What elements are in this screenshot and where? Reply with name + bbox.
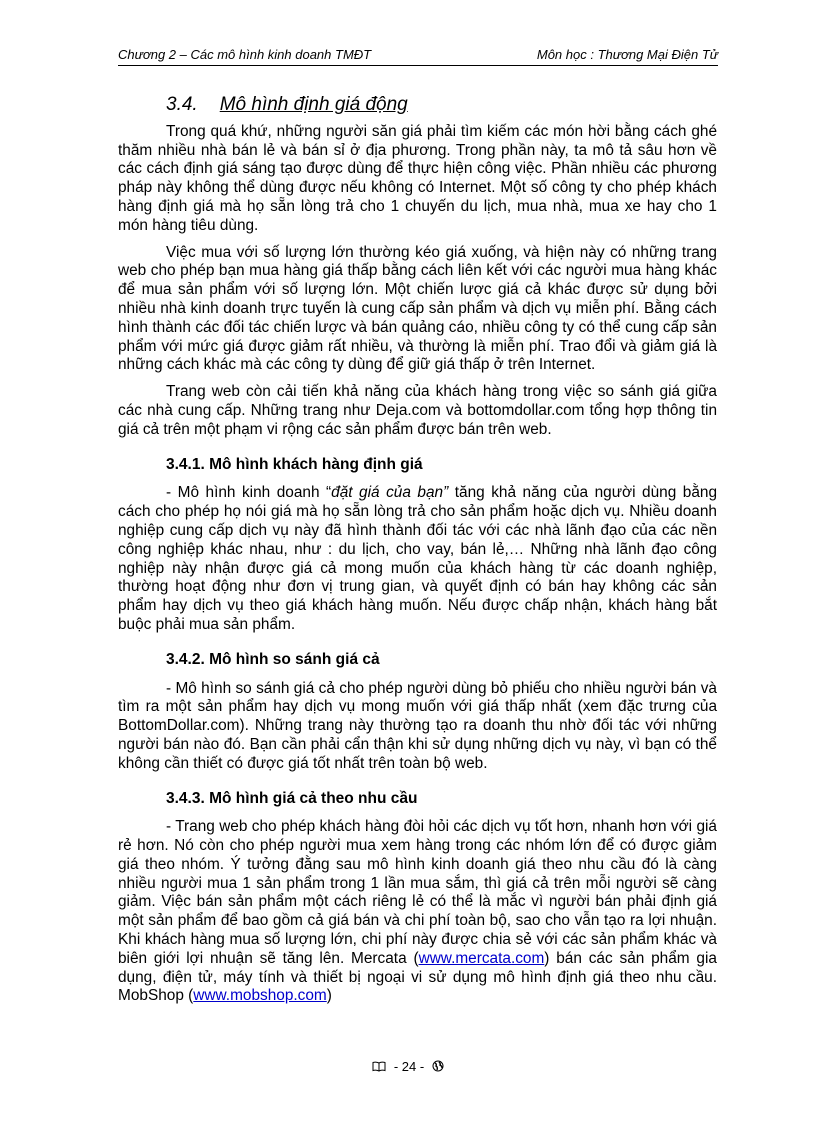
section-title: Mô hình định giá động [219,94,408,115]
subsection-1-paragraph [118,484,717,634]
page-number: - 24 - [393,1059,425,1074]
page-content [118,90,717,1014]
paragraph-1: Trong quá khứ, những người săn giá phải tìm kiếm các món hời bằng cách ghé thăm nhiều nhà bán lẻ và bán sỉ ở địa phương. Trong phần này, ta mô tả sâu hơn về các cách định giá sáng tạo được dùng để thực hiện công việc. Phần nhiều các phương pháp này không thể dùng được nếu không có Internet. Một số công ty cho phép khách hàng định giá mà họ sẵn lòng trả cho 1 chuyến du lịch, mua nhà, mua xe hay cho 1 món hàng tiêu dùng. [118,122,717,234]
subsection-heading-3: 3.4.3. Mô hình giá cả theo nhu cầu [166,789,418,807]
mercata-link[interactable]: www.mercata.com [418,949,545,967]
subsection-3-paragraph [118,818,717,1006]
section-number: 3.4. [166,94,198,115]
sub3-text-a: - Trang web cho phép khách hàng đòi hỏi các dịch vụ tốt hơn, nhanh hơn với giá rẻ hơn. Nó còn cho phép người mua xem hàng trong các nhóm lớn để có được giảm giá theo nhóm. Ý tưởng đằng sau mô hình kinh doanh giá theo nhu cầu đó là càng nhiều người mua 1 sản phẩm trong 1 lần mua sắm, thì giá cả trên mỗi người sẽ càng giảm. Việc bán sản phẩm một cách riêng lẻ có thể là mắc vì người bán phải định giá một sản phẩm để bao gồm cả giá bán và chi phí toàn bộ, sao cho vẫn tạo ra lợi nhuận. Khi khách hàng mua số lượng lớn, chi phí này được chia sẻ với các sản phẩm khác và biên giới lợi nhuận sẽ tăng lên. Mercata ( [118,818,717,967]
paragraph-3: Trang web còn cải tiến khả năng của khách hàng trong việc so sánh giá giữa các nhà cung cấp. Những trang như Deja.com và bottomdollar.com tổng hợp thông tin giá cả trên một phạm vi rộng các sản phẩm được bán trên web. [118,383,717,438]
subsection-heading-2: 3.4.2. Mô hình so sánh giá cả [166,650,380,668]
mobshop-link[interactable]: www.mobshop.com [193,987,327,1005]
subsection-2-paragraph: - Mô hình so sánh giá cả cho phép người dùng bỏ phiếu cho nhiều người bán và tìm ra một sản phẩm hay dịch vụ mong muốn với giá thấp nhất (xem đặc trưng của BottomDollar.com). Những trang này thường tạo ra doanh thu nhờ đối tác với những người bán nào đó. Bạn cần phải cẩn thận khi sử dụng những dịch vụ này, vì bạn có thể không cần thiết có được giá tốt nhất trên toàn bộ web. [118,679,717,772]
header-chapter: Chương 2 – Các mô hình kinh doanh TMĐT [118,47,372,62]
section-heading [166,96,717,115]
sub1-text-pre: - Mô hình kinh doanh “ [166,484,332,502]
page-header [118,45,718,66]
sub3-text-c: ) [326,987,332,1005]
paragraph-2: Việc mua với số lượng lớn thường kéo giá xuống, và hiện này có những trang web cho phép bạn mua hàng giá thấp bằng cách liên kết với các người mua hàng khác để mua sản phẩm với số lượng lớn. Một chiến lược giá cả khác được sử dụng bởi nhiều nhà kinh doanh trực tuyến là cung cấp sản phẩm và dịch vụ miễn phí. Bằng cách hình thành các đối tác chiến lược và bán quảng cáo, nhiều công ty có thể cung cấp sản phẩm với mức giá được giảm rất nhiều, và thường là miễn phí. Trao đổi và giảm giá là những cách khác mà các công ty dùng để giữ giá thấp ở trên Internet. [118,243,717,374]
globe-icon [432,1060,444,1075]
book-icon [372,1060,386,1075]
sub1-emphasis: đặt giá của bạn” [331,484,449,502]
sub1-text-post: tăng khả năng của người dùng bằng cách cho phép họ nói giá mà họ sẵn lòng trả cho sản phẩm hoặc dịch vụ. Nhiều doanh nghiệp cung cấp dịch vụ này đã hình thành đối tác với các nhà lãnh đạo của các nền công nghiệp khác nhau, như : du lịch, cho vay, bán lẻ,… Những nhà lãnh đạo công nghiệp này nhận được giá cả mong muốn của khách hàng từ các doanh nghiệp, thường hoạt động như đơn vị trung gian, và quyết định có bán hay không các sản phẩm hay dịch vụ theo giá khách hàng muốn. Nếu được chấp nhận, khách hàng bắt buộc phải mua sản phẩm. [118,484,718,633]
subsection-heading-1: 3.4.1. Mô hình khách hàng định giá [166,455,423,473]
header-course: Môn học : Thương Mại Điện Tử [536,47,718,62]
sub3-text-b: ) bán các sản phẩm gia dụng, điện tử, máy tính và thiết bị ngoại vi sử dụng mô hình định giá theo nhu cầu. MobShop ( [118,949,717,1005]
page-footer [0,1059,816,1075]
